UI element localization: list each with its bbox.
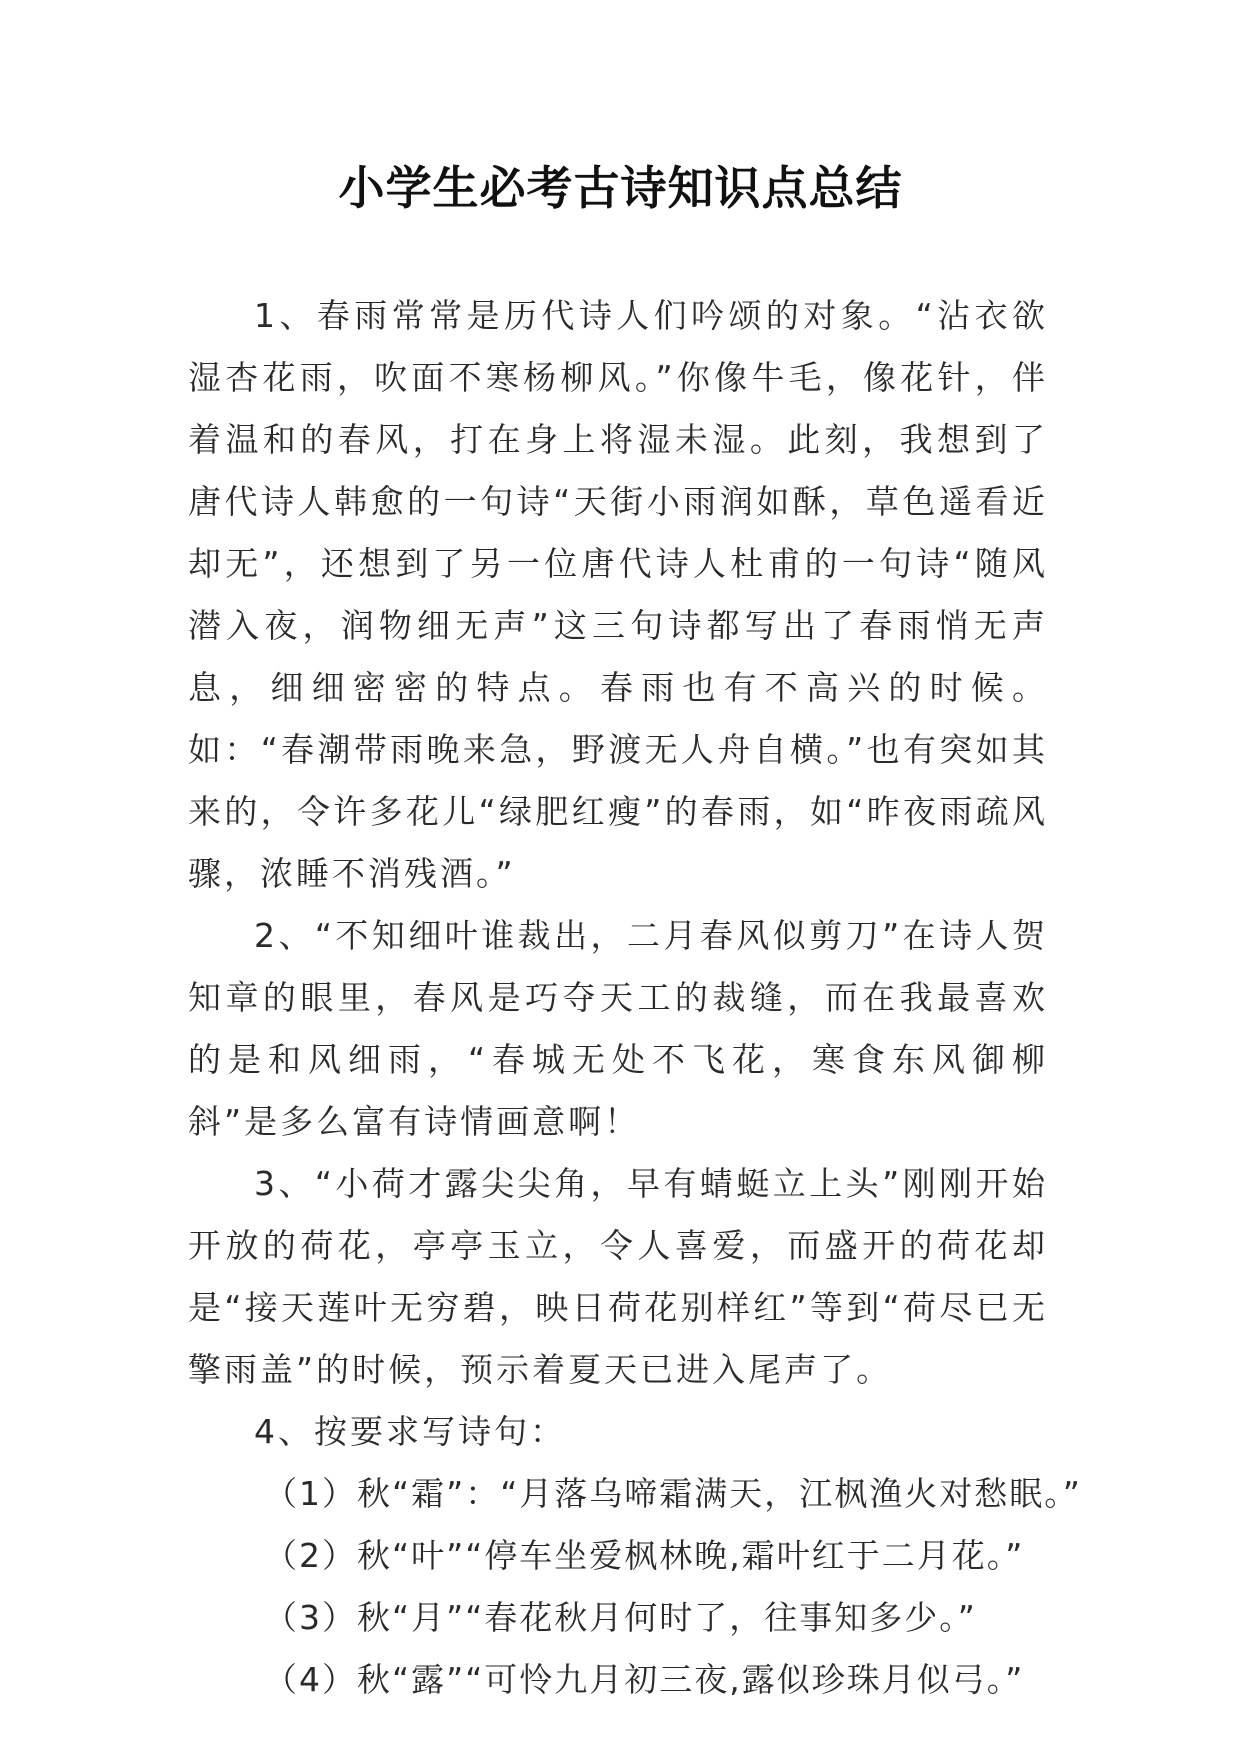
list-item: （2）秋“叶”“停车坐爱枫林晚,霜叶红于二月花。” xyxy=(264,1536,1025,1575)
document-body xyxy=(188,285,1082,1711)
list-item: （1）秋“霜”：“月落乌啼霜满天，江枫渔火对愁眠。” xyxy=(264,1474,1082,1513)
list-item: （4）秋“露”“可怜九月初三夜,露似珍珠月似弓。” xyxy=(264,1660,1025,1699)
paragraph-2: 2、“不知细叶谁裁出，二月春风似剪刀”在诗人贺知章的眼里，春风是巧夺天工的裁缝，而在我最喜欢的是和风细雨，“春城无处不飞花，寒食东风御柳斜”是多么富有诗情画意啊！ xyxy=(188,916,1048,1141)
document-title: 小学生必考古诗知识点总结 xyxy=(338,161,903,215)
list-heading: 4、按要求写诗句： xyxy=(254,1412,566,1451)
paragraph-3: 3、“小荷才露尖尖角，早有蜻蜓立上头”刚刚开始开放的荷花，亭亭玉立，令人喜爱，而盛开的荷花却是“接天莲叶无穷碧，映日荷花别样红”等到“荷尽已无擎雨盖”的时候，预示着夏天已进入尾声了。 xyxy=(188,1164,1048,1389)
paragraph-1: 1、春雨常常是历代诗人们吟颂的对象。“沾衣欲湿杏花雨，吹面不寒杨柳风。”你像牛毛，像花针，伴着温和的春风，打在身上将湿未湿。此刻，我想到了唐代诗人韩愈的一句诗“天街小雨润如酥，草色遥看近却无”，还想到了另一位唐代诗人杜甫的一句诗“随风潜入夜，润物细无声”这三句诗都写出了春雨悄无声息，细细密密的特点。春雨也有不高兴的时候。如：“春潮带雨晚来急，野渡无人舟自横。”也有突如其来的，令许多花儿“绿肥红瘦”的春雨，如“昨夜雨疏风骤，浓睡不消残酒。” xyxy=(188,296,1048,893)
list-item: （3）秋“月”“春花秋月何时了，往事知多少。” xyxy=(264,1598,977,1637)
